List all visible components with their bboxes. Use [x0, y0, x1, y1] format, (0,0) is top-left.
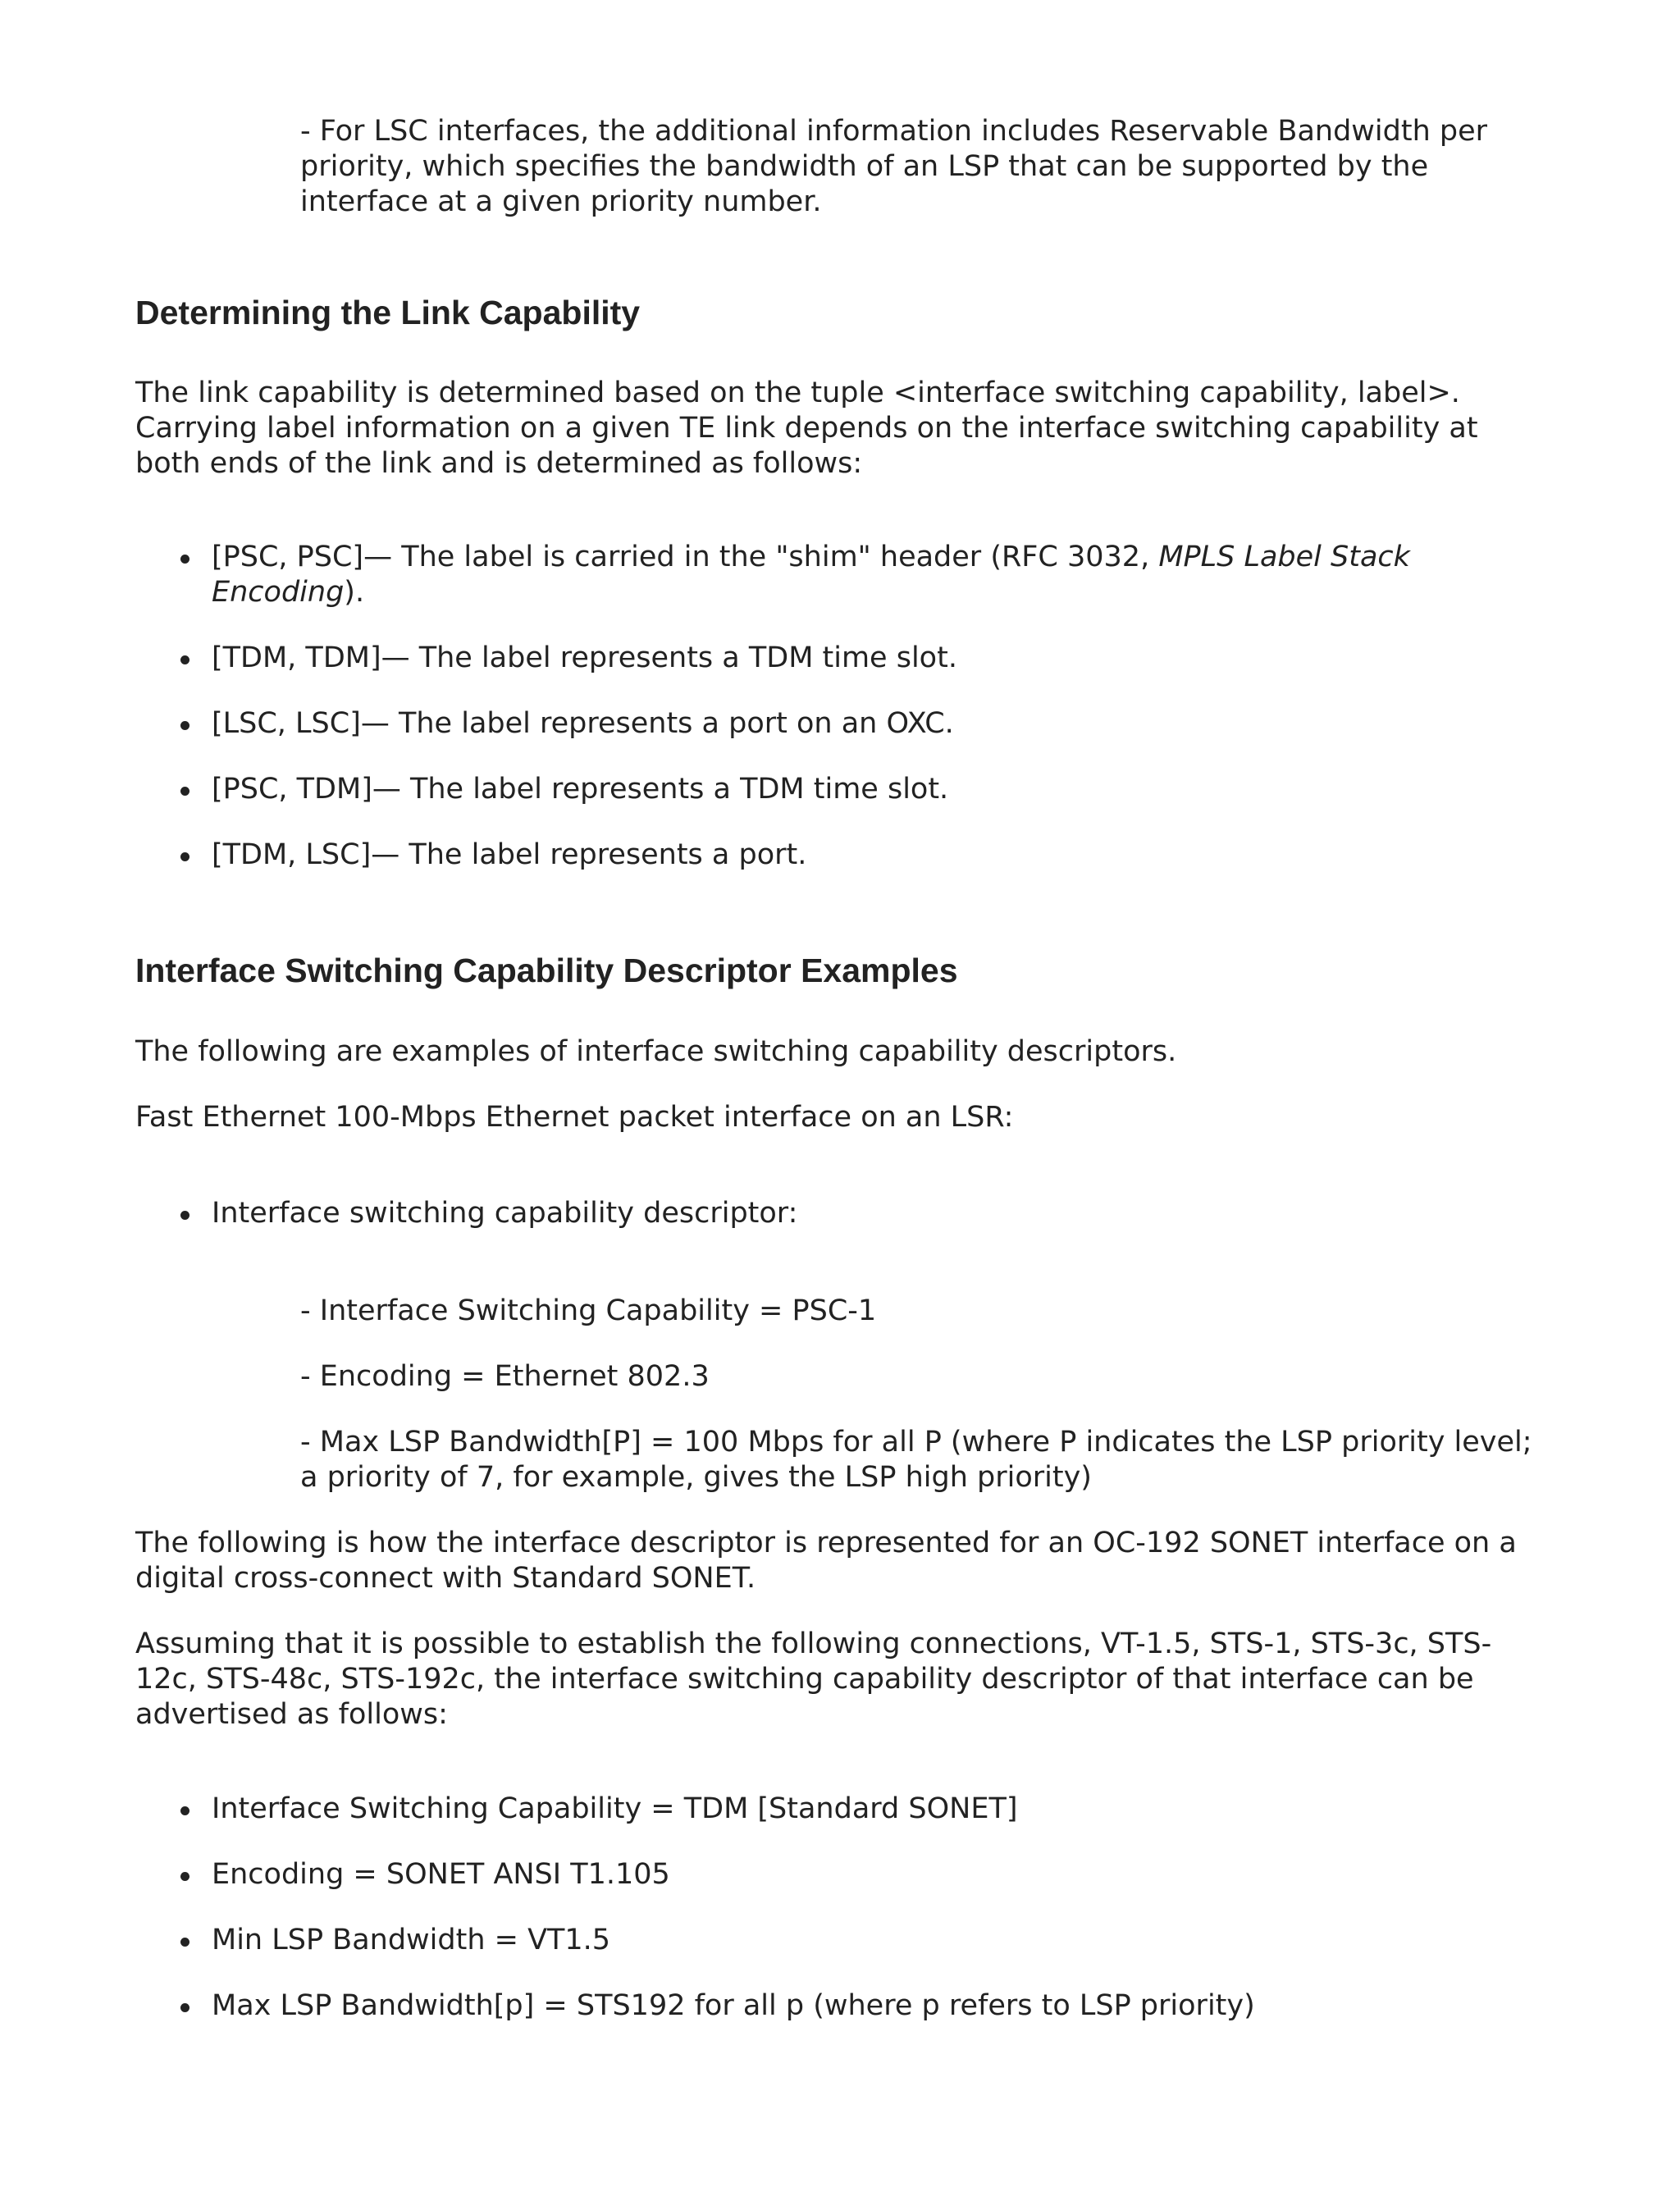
assuming-text: Assuming that it is possible to establish the following connections, VT-1.5, STS-1, STS-3c, STS-12c, STS-48c, STS-192c, the interface switching capability descriptor of that interface can be advertised as follows:: [135, 1628, 1492, 1731]
sonet-descriptor-list: [212, 1792, 1541, 2054]
link-capability-list: [212, 540, 1541, 903]
list-item: [LSC, LSC]— The label represents a port on an OXC.: [212, 706, 1541, 742]
italic-title: MPLS Label Stack Encoding: [212, 541, 1410, 609]
list-item: [TDM, TDM]— The label represents a TDM time slot.: [212, 641, 1541, 676]
list-item: Interface switching capability descriptor:: [212, 1196, 1541, 1231]
examples-intro: The following are examples of interface switching capability descriptors.: [135, 1035, 1177, 1068]
fast-ethernet-text: Fast Ethernet 100-Mbps Ethernet packet interface on an LSR:: [135, 1101, 1014, 1134]
descriptor-line: - Interface Switching Capability = PSC-1: [300, 1294, 877, 1327]
list-item: Max LSP Bandwidth[p] = STS192 for all p (where p refers to LSP priority): [212, 1988, 1541, 2024]
list-item: Encoding = SONET ANSI T1.105: [212, 1857, 1541, 1892]
list-item: [PSC, PSC]— The label is carried in the "shim" header (RFC 3032, MPLS Label Stack Encoding).: [212, 540, 1541, 610]
list-item: Interface Switching Capability = TDM [Standard SONET]: [212, 1792, 1541, 1827]
list-item: [PSC, TDM]— The label represents a TDM time slot.: [212, 772, 1541, 807]
list-item: [TDM, LSC]— The label represents a port.: [212, 838, 1541, 873]
heading-descriptor-examples: Interface Switching Capability Descriptor Examples: [135, 952, 958, 989]
descriptor-line: - Encoding = Ethernet 802.3: [300, 1360, 710, 1393]
descriptor-line: - Max LSP Bandwidth[P] = 100 Mbps for all P (where P indicates the LSP priority level; a priority of 7, for example, gives the LSP high priority): [300, 1426, 1532, 1494]
descriptor-list: [212, 1196, 1541, 1262]
link-capability-intro: The link capability is determined based on the tuple <interface switching capability, label>. Carrying label information on a given TE link depends on the interface switching capability at both ends of the link and is determined as follows:: [135, 377, 1478, 480]
lsc-note: - For LSC interfaces, the additional information includes Reservable Bandwidth per priority, which specifies the bandwidth of an LSP that can be supported by the interface at a given priority number.: [300, 115, 1488, 218]
list-item: Min LSP Bandwidth = VT1.5: [212, 1923, 1541, 1958]
heading-link-capability: Determining the Link Capability: [135, 294, 641, 331]
oc192-text: The following is how the interface descriptor is represented for an OC-192 SONET interface on a digital cross-connect with Standard SONET.: [135, 1527, 1517, 1595]
